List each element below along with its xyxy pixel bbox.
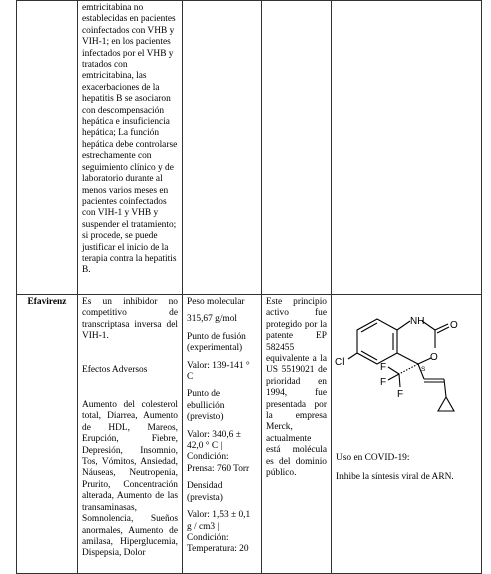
cell-properties-empty: [183, 1, 262, 295]
melting-point-label: Punto de fusión (experimental): [187, 331, 246, 354]
continued-description-text: emtricitabina no establecidas en pacientes coinfectados con VHB y VIH-1; en los pacientes infectados por el VHB y tratados con emtricitabina, las exacerbaciones de la hepatitis B se asociaron con descompensación hepática e insuficiencia hepática; La función hepática debe controlarse estrechamente con seguimiento clínico y de laboratorio durante al menos varios meses en pacientes coinfectados con VIH-1 y VHB y suspender el tratamiento; si procede, se puede justificar el inicio de la terapia contra la hepatitis B.: [82, 3, 178, 276]
boiling-point-label: Punto de ebullición (previsto): [187, 389, 225, 423]
cell-description: [78, 295, 183, 574]
bond: [348, 353, 357, 359]
cell-patent: [262, 295, 332, 574]
covid-use-heading: Uso en COVID-19:: [336, 453, 410, 463]
drug-table: [16, 0, 482, 574]
bond: [388, 367, 399, 374]
bond: [397, 321, 410, 330]
carbonyl-o-label: O: [450, 320, 458, 331]
cell-structure-empty: [332, 1, 482, 295]
nh-label: NH: [410, 316, 425, 327]
bond: [388, 374, 399, 380]
adverse-effects-heading: Efectos Adversos: [82, 364, 148, 375]
cyclopropyl-ring: [438, 397, 454, 411]
cell-drug-name: [17, 295, 78, 574]
f-label-3: F: [397, 389, 404, 400]
f-label-2: F: [380, 377, 387, 388]
drug-name: Efavirenz: [27, 297, 67, 307]
cl-label: Cl: [335, 357, 345, 368]
covid-use-text: Inhibe la síntesis viral de ARN.: [336, 472, 454, 483]
density-value: Valor: 1,53 ± 0,1 g / cm3 | Condición: Temperatura: 20: [187, 510, 251, 555]
ring-o-label: O: [430, 352, 438, 363]
cell-patent-empty: [262, 1, 332, 295]
aromatic-bond: [361, 351, 377, 360]
stereo-bond: [399, 364, 418, 374]
bond: [399, 374, 400, 387]
f-label-1: F: [380, 362, 387, 373]
density-label: Densidad (prevista): [187, 481, 223, 503]
drug-description: Es un inhibidor no competitivo de transcriptasa inversa del VIH-1.: [82, 297, 178, 342]
cell-structure-use: [332, 295, 482, 574]
boiling-point-value: Valor: 340,6 ± 42,0 ° C | Condición: Prensa: 760 Torr: [187, 429, 250, 474]
melting-point-value: Valor: 139-141 ° C: [187, 360, 250, 383]
bond: [435, 324, 448, 330]
cell-description-continued: [78, 1, 183, 295]
efavirenz-structure-diagram: [334, 297, 474, 447]
table-row-continued: [17, 1, 482, 295]
stereo-label: S: [421, 366, 426, 373]
molecular-weight-label: Peso molecular: [187, 297, 245, 307]
bond: [397, 353, 418, 364]
patent-text: Este principio activo fue protegido por la patente EP 582455 equivalente a la US 5519021 de prioridad en 1994, fue presentada por la empresa Merck, actualmente está molécula es del dominio público.: [266, 297, 327, 479]
cell-drug-name-empty: [17, 1, 78, 295]
bond: [444, 379, 446, 397]
molecular-weight-value: 315,67 g/mol: [187, 314, 238, 325]
adverse-effects-list: Aumento del colesterol total, Diarrea, Aumento de HDL, Mareos, Erupción, Fiebre, Depresión, Insomnio, Tos, Vómitos, Ansiedad, Náuseas, Neutropenia, Prurito, Concentración alterada, Aumento de las transaminasas, Somnolencia, Sueños anormales, Aumento de amilasa, Hiperglucemia, Dispepsia, Dolor: [82, 400, 178, 559]
benzene-ring: [357, 319, 397, 364]
cell-properties: [183, 295, 262, 574]
aromatic-bond: [361, 323, 377, 332]
table-row-efavirenz: [17, 295, 482, 574]
